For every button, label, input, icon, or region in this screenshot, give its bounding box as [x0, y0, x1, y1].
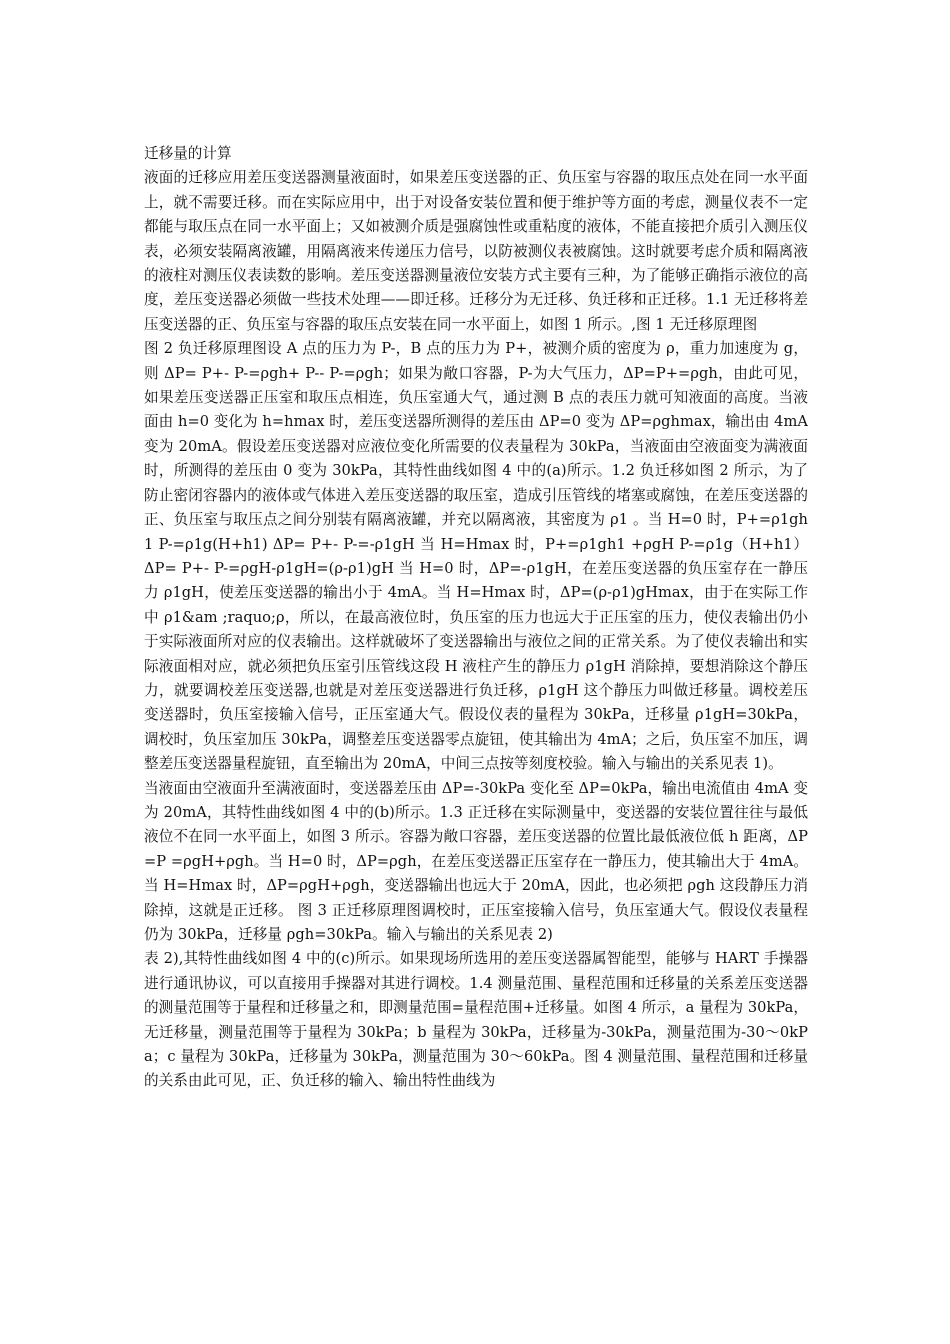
document-page [144, 142, 808, 1094]
document-title: 迁移量的计算 [144, 145, 232, 162]
paragraph-negative-migration: 图 2 负迁移原理图设 A 点的压力为 P-，B 点的压力为 P+，被测介质的密度为 ρ，重力加速度为 g，则 ΔP= P+- P-=ρgh+ P-- P-=ρgh；如果为敞口容器，P-为大气压力，ΔP=P+=ρgh，由此可见，如果差压变送器正压室和取压点相连，负压室通大气，通过测 B 点的表压力就可知液面的高度。当液面由 h=0 变化为 h=hmax 时，差压变送器所测得的差压由 ΔP=0 变为 ΔP=ρghmax，输出由 4mA 变为 20mA。假设差压变送器对应液位变化所需要的仪表量程为 30kPa，当液面由空液面变为满液面时，所测得的差压由 0 变为 30kPa，其特性曲线如图 4 中的(a)所示。1.2 负迁移如图 2 所示，为了防止密闭容器内的液体或气体进入差压变送器的取压室，造成引压管线的堵塞或腐蚀，在差压变送器的正、负压室与取压点之间分别装有隔离液罐，并充以隔离液，其密度为 ρ1 。当 H=0 时，P+=ρ1gh1 P-=ρ1g(H+h1) ΔP= P+- P-=-ρ1gH 当 H=Hmax 时，P+=ρ1gh1 +ρgH P-=ρ1g（H+h1） ΔP= P+- P-=ρgH-ρ1gH=(ρ-ρ1)gH 当 H=0 时，ΔP=-ρ1gH，在差压变送器的负压室存在一静压力 ρ1gH，使差压变送器的输出小于 4mA。当 H=Hmax 时，ΔP=(ρ-ρ1)gHmax，由于在实际工作中 ρ1&am ;raquo;ρ，所以，在最高液位时，负压室的压力也远大于正压室的压力，使仪表输出仍小于实际液面所对应的仪表输出。这样就破坏了变送器输出与液位之间的正常关系。为了使仪表输出和实际液面相对应，就必须把负压室引压管线这段 H 液柱产生的静压力 ρ1gH 消除掉，要想消除这个静压力，就要调校差压变送器,也就是对差压变送器进行负迁移，ρ1gH 这个静压力叫做迁移量。调校差压变送器时，负压室接输入信号，正压室通大气。假设仪表的量程为 30kPa，迁移量 ρ1gH=30kPa，调校时，负压室加压 30kPa，调整差压变送器零点旋钮，使其输出为 4mA；之后，负压室不加压，调整差压变送器量程旋钮，直至输出为 20mA，中间三点按等刻度校验。输入与输出的关系见表 1)。 [144, 340, 808, 773]
paragraph-measurement-range: 表 2),其特性曲线如图 4 中的(c)所示。如果现场所选用的差压变送器属智能型，能够与 HART 手操器进行通讯协议，可以直接用手操器对其进行调校。1.4 测量范围、量程范围和迁移量的关系差压变送器的测量范围等于量程和迁移量之和，即测量范围=量程范围+迁移量。如图 4 所示，a 量程为 30kPa，无迁移量，测量范围等于量程为 30kPa；b 量程为 30kPa，迁移量为-30kPa，测量范围为-30～0kPa；c 量程为 30kPa，迁移量为 30kPa，测量范围为 30～60kPa。图 4 测量范围、量程范围和迁移量的关系由此可见，正、负迁移的输入、输出特性曲线为 [144, 950, 808, 1090]
paragraph-positive-migration: 当液面由空液面升至满液面时，变送器差压由 ΔP=-30kPa 变化至 ΔP=0kPa，输出电流值由 4mA 变为 20mA，其特性曲线如图 4 中的(b)所示。1.3 正迁移在实际测量中，变送器的安装位置往往与最低液位不在同一水平面上，如图 3 所示。容器为敞口容器，差压变送器的位置比最低液位低 h 距离，ΔP=P =ρgH+ρgh。当 H=0 时，ΔP=ρgh，在差压变送器正压室存在一静压力，使其输出大于 4mA。当 H=Hmax 时，ΔP=ρgH+ρgh，变送器输出也远大于 20mA，因此，也必须把 ρgh 这段静压力消除掉，这就是正迁移。 图 3 正迁移原理图调校时，正压室接输入信号，负压室通大气。假设仪表量程仍为 30kPa，迁移量 ρgh=30kPa。输入与输出的关系见表 2) [144, 779, 808, 943]
paragraph-intro: 液面的迁移应用差压变送器测量液面时，如果差压变送器的正、负压室与容器的取压点处在同一水平面上，就不需要迁移。而在实际应用中，出于对设备安装位置和便于维护等方面的考虑，测量仪表不一定都能与取压点在同一水平面上；又如被测介质是强腐蚀性或重粘度的液体，不能直接把介质引入测压仪表，必须安装隔离液罐，用隔离液来传递压力信号，以防被测仪表被腐蚀。这时就要考虑介质和隔离液的液柱对测压仪表读数的影响。差压变送器测量液位安装方式主要有三种，为了能够正确指示液位的高度，差压变送器必须做一些技术处理——即迁移。迁移分为无迁移、负迁移和正迁移。1.1 无迁移将差压变送器的正、负压室与容器的取压点安装在同一水平面上，如图 1 所示。,图 1 无迁移原理图 [144, 169, 808, 333]
